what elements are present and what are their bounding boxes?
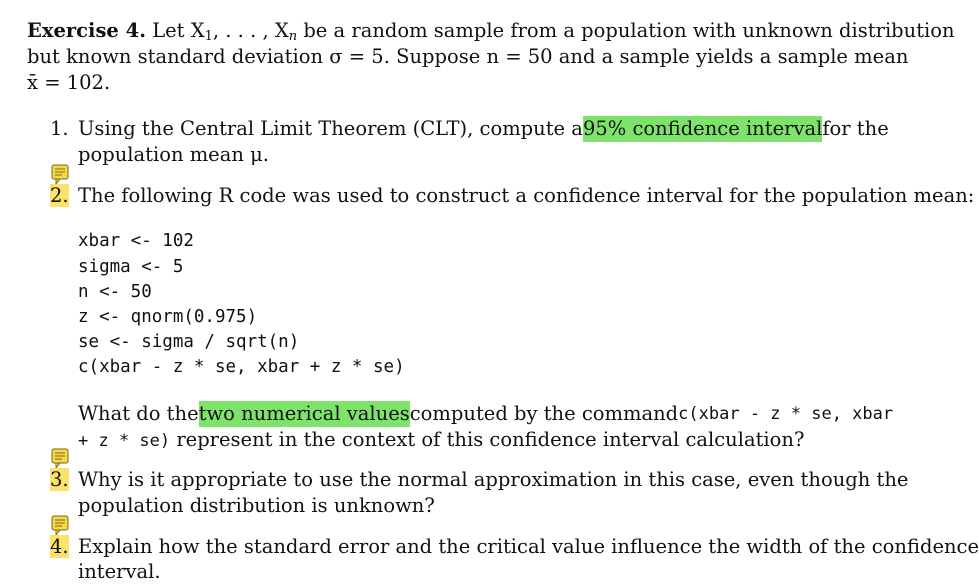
item-4-number [50,534,69,560]
exercise-intro-line-3: x̄ = 102. [27,71,111,94]
exercise-heading: Exercise 4. [27,19,146,42]
question-text-end: represent in the context of this confidence interval calculation? [176,428,805,451]
intro-text-a: Let X [152,19,205,42]
code-line: xbar <- 102 [78,231,194,251]
item-1-number: 1. [50,117,69,140]
item-4-line-2: interval. [78,560,161,583]
item-1-text-end: for the [822,117,889,140]
code-line: z <- qnorm(0.975) [78,307,258,327]
item-4-text: Explain how the standard error and the critical value influence the width of the confidence [78,535,979,558]
code-line: c(xbar - z * se, xbar + z * se) [78,357,405,377]
code-line: n <- 50 [78,282,152,302]
item-2-text: The following R code was used to construct a confidence interval for the population mean: [78,184,975,207]
question-highlight[interactable]: two numerical values [198,402,410,425]
item-3-number [50,467,69,493]
question-text-mid: computed by the command [409,402,679,425]
item-3-text: Why is it appropriate to use the normal approximation in this case, even though the [78,468,909,491]
item-1-line-1 [78,116,889,142]
item-1-highlight[interactable]: 95% confidence interval [582,117,823,140]
intro-text-b: , . . . , X [212,19,289,42]
item-2-question-line-2 [78,427,804,454]
item-4-number-highlight: 4. [50,535,69,558]
inline-code: c(xbar - z * se, xbar [678,404,894,424]
item-2-number-highlight: 2. [50,184,69,207]
question-text: What do the [78,402,199,425]
item-1-line-2: population mean μ. [78,143,269,166]
item-3-line-2: population distribution is unknown? [78,494,435,517]
inline-code: + z * se) [78,431,171,451]
exercise-intro-line-1 [27,18,955,44]
item-2-number [50,183,69,209]
intro-text-c: be a random sample from a population with unknown distribution [297,19,955,42]
item-3-number-highlight: 3. [50,468,69,491]
exercise-intro-line-2: but known standard deviation σ = 5. Suppose n = 50 and a sample yields a sample mean [27,45,909,68]
code-line: se <- sigma / sqrt(n) [78,332,300,352]
subscript-n: n [288,29,298,44]
item-2-question-line-1 [78,401,894,427]
code-line: sigma <- 5 [78,257,184,277]
subscript-1: 1 [204,29,213,44]
item-1-text: Using the Central Limit Theorem (CLT), compute a [78,117,583,140]
